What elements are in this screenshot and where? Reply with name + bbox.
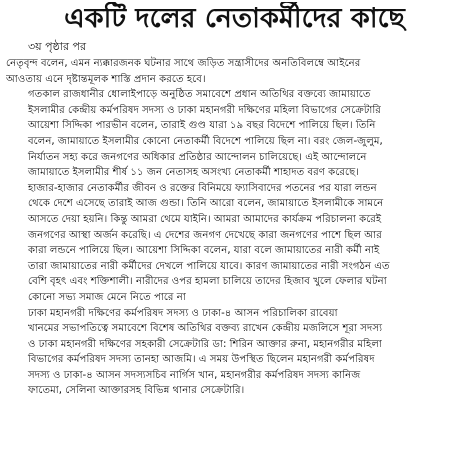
article-paragraph	[6, 56, 463, 87]
article-line: সদস্য ও ঢাকা-৪ আসন সদস্যসচিব নার্গিস খান, মহানগরীর কর্মপরিষদ সদস্য কানিজ	[28, 369, 361, 381]
article-line: আয়েশা সিদ্দিকা পারভীন বলেন, তারাই গুণ্ড যারা ১৯ বছর বিদেশে পালিয়ে ছিল। তিনি	[28, 120, 376, 132]
article-line: হাজার-হাজার নেতাকর্মীর জীবন ও রক্তের বিনিময়ে ফ্যাসিবাদের পতনের পর যারা লন্ডন	[28, 182, 377, 194]
article-line: ও ঢাকা মহানগরী দক্ষিণের সহকারী সেক্রেটারি ডা: শিরিন আক্তার রুনা, মহানগরীর মহিলা	[28, 338, 382, 350]
article-line: ইসলামীর কেন্দ্রীয় কর্মপরিষদ সদস্য ও ঢাকা মহানগরী দক্ষিণের মহিলা বিভাগের সেক্রেটারি	[28, 104, 381, 116]
headline: একটি দলের নেতাকর্মীদের কাছে	[64, 3, 405, 34]
article-paragraph	[6, 87, 463, 305]
article-line: গতকাল রাজধানীর ধোলাইপাড়ে অনুষ্ঠিত সমাবেশে প্রধান অতিথির বক্তব্যে জামায়াতে	[28, 89, 371, 101]
article-line: আসতে দেয়া হয়নি। কিন্তু আমরা থেমে যাইনি। আমরা আমাদের কার্যক্রম পরিচালনা করেই	[28, 213, 382, 225]
article-paragraph	[6, 306, 463, 400]
article-line: নেতৃবৃন্দ বলেন, এমন ন্যক্কারজনক ঘটনার সাথে জড়িত সন্ত্রাসীদের অনতিবিলম্বে আইনের	[6, 58, 361, 69]
article-line: থেকে দেশে এসেছে তারাই আজ গুন্ডা। তিনি আরো বলেন, জামায়াতে ইসলামীকে সামনে	[28, 198, 384, 210]
article-line: জনগণের আস্থা অর্জন করেছি। এ দেশের জনগণ দেখেছে কারা জনগণের পাশে ছিল আর	[28, 229, 382, 241]
article-line: ঢাকা মহানগরী দক্ষিণের কর্মপরিষদ সদস্য ও ঢাকা-৪ আসন পরিচালিকা রাবেয়া	[28, 307, 338, 319]
article-line: তারা জামায়াতের নারী কর্মীদের দেখলে পালিয়ে যাবে। কারণ জামায়াতের নারী সংগঠন এত	[28, 260, 390, 272]
article-line: আওতায় এনে দৃষ্টান্তমূলক শাস্তি প্রদান করতে হবে।	[6, 73, 206, 85]
article-line: কোনো সভ্য সমাজ মেনে নিতে পারে না	[28, 291, 186, 303]
article-line: জামায়াতে ইসলামীর শীর্ষ ১১ জন নেতাসহ অসংখ্য নেতাকর্মী শাহাদত বরণ করেছে।	[28, 167, 359, 179]
article-line: নির্যাতন সহ্য করে জনগণের অধিকার প্রতিষ্ঠার আন্দোলন চালিয়েছে। এই আন্দোলনে	[28, 151, 367, 163]
article-line: বিভাগের কর্মপরিষদ সদস্য তানহা আজমি। এ সময় উপস্থিত ছিলেন মহানগরী কর্মপরিষদ	[28, 354, 375, 366]
article-line: ফাতেমা, সেলিনা আক্তারসহ বিভিন্ন থানার সেক্রেটারি।	[28, 385, 245, 397]
continued-from-page-note: ৩য় পৃষ্ঠার পর	[28, 40, 87, 53]
article-line: বলেন, জামায়াতে ইসলামীর কোনো নেতাকর্মী বিদেশে পালিয়ে ছিল না। বরং জেল-জুলুম,	[28, 135, 383, 147]
article-line: কারা লন্ডনে পালিয়ে ছিল। আয়েশা সিদ্দিকা বলেন, যারা বলে জামায়াতের নারী কর্মী নাই	[28, 245, 380, 257]
article-line: খানমের সভাপতিত্বে সমাবেশে বিশেষ অতিথির বক্তব্য রাখেন কেন্দ্রীয় মজলিসে শূরা সদস্য	[28, 323, 383, 335]
article-body	[6, 56, 463, 399]
article-line: বেশি বৃহৎ এবং শক্তিশালী। নারীদের ওপর হামলা চালিয়ে তাদের হিজাব খুলে ফেলার ঘটনা	[28, 276, 387, 288]
